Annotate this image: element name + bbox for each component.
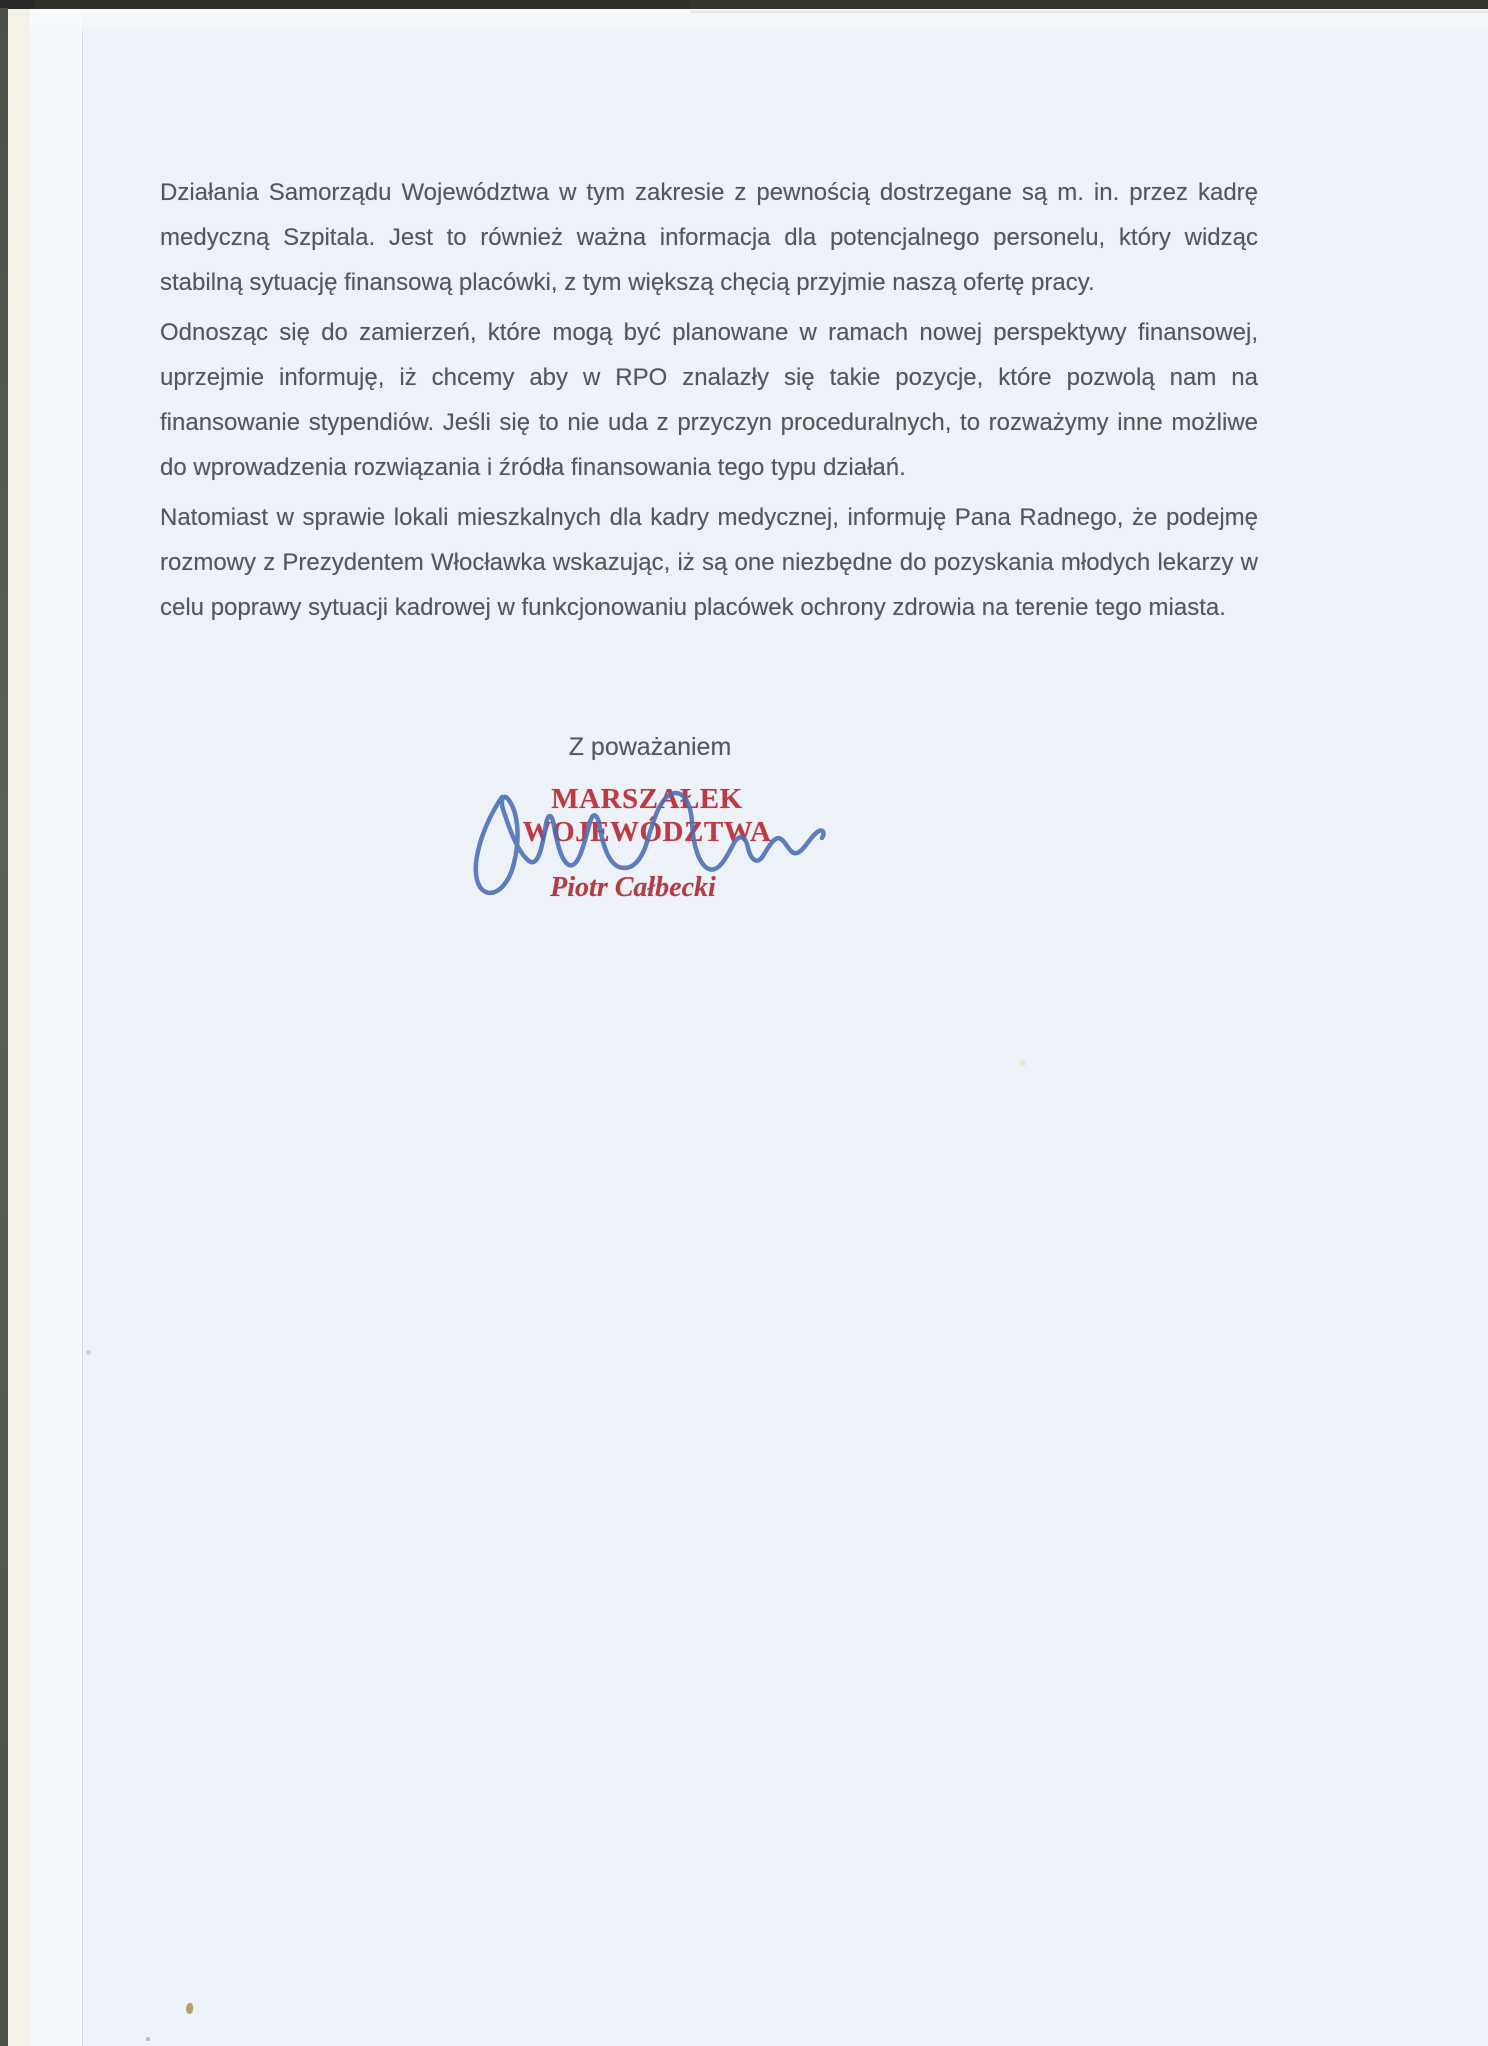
- closing-salutation: Z poważaniem: [568, 733, 732, 761]
- scan-edge-left-dark: [0, 8, 8, 2046]
- scan-paper-fold-line: [82, 30, 83, 2046]
- body-paragraph: Działania Samorządu Województwa w tym zakresie z pewnością dostrzegane są m. in. przez kadrę medyczną Szpitala. Jest to również ważna informacja dla potencjalnego personelu, który widząc stabilną sytuację finansową placówki, z tym większą chęcią przyjmie naszą ofertę pracy.: [160, 179, 1258, 296]
- paper-speck: [86, 1350, 91, 1355]
- signatory-name: Piotr Całbecki: [550, 872, 716, 903]
- body-paragraph: Odnosząc się do zamierzeń, które mogą być planowane w ramach nowej perspektywy finansowej, uprzejmie informuję, iż chcemy aby w RPO znalazły się takie pozycje, które pozwolą nam na finansowanie stypendiów. Jeśli się to nie uda z przyczyn proceduralnych, to rozważymy inne możliwe do wprowadzenia rozwiązania i źródła finansowania tego typu działań.: [160, 319, 1258, 481]
- paper-speck: [146, 2037, 150, 2041]
- paper-speck: [1020, 1060, 1026, 1066]
- scan-edge-left-highlight: [30, 9, 82, 2046]
- marshal-office-stamp: MARSZAŁEK WOJEWÓDZTWA: [522, 783, 772, 848]
- letter-body: [160, 170, 1258, 635]
- scan-edge-left-paper: [8, 9, 30, 2046]
- scan-top-highlight: [30, 9, 1488, 37]
- body-paragraph: Natomiast w sprawie lokali mieszkalnych dla kadry medycznej, informuję Pana Radnego, że podejmę rozmowy z Prezydentem Włocławka wskazując, iż są one niezbędne do pozyskania młodych lekarzy w celu poprawy sytuacji kadrowej w funkcjonowaniu placówek ochrony zdrowia na terenie tego miasta.: [160, 504, 1258, 621]
- paper-speck: [186, 2003, 193, 2014]
